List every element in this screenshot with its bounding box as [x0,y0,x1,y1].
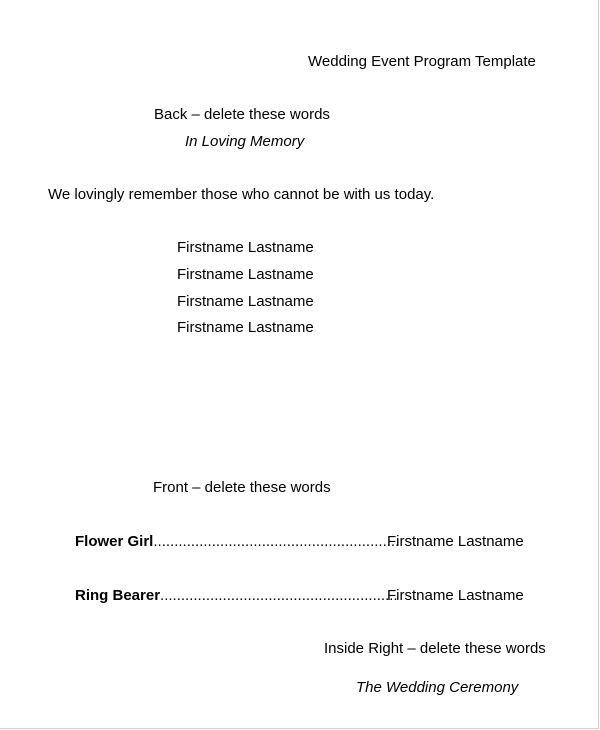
role-title: Flower Girl [75,533,154,550]
memory-name: Firstname Lastname [177,266,314,283]
memory-name: Firstname Lastname [177,239,314,256]
flower-girl-name: Firstname Lastname [387,533,524,550]
ring-bearer-row [75,587,398,605]
dot-leader: ........................................................... [153,533,400,550]
front-section-label: Front – delete these words [153,479,331,496]
inside-right-section-label: Inside Right – delete these words [324,640,546,657]
flower-girl-row [75,533,399,551]
memory-name: Firstname Lastname [177,319,314,336]
in-loving-memory-heading: In Loving Memory [185,133,305,150]
ring-bearer-name: Firstname Lastname [387,587,524,604]
wedding-ceremony-heading: The Wedding Ceremony [356,679,519,696]
document-title: Wedding Event Program Template [308,53,536,70]
back-section-label: Back – delete these words [154,106,330,123]
role-title: Ring Bearer [75,587,161,604]
dot-leader: ......................................................... [160,587,398,604]
memory-name: Firstname Lastname [177,293,314,310]
memory-intro-text: We lovingly remember those who cannot be with us today. [48,186,435,203]
